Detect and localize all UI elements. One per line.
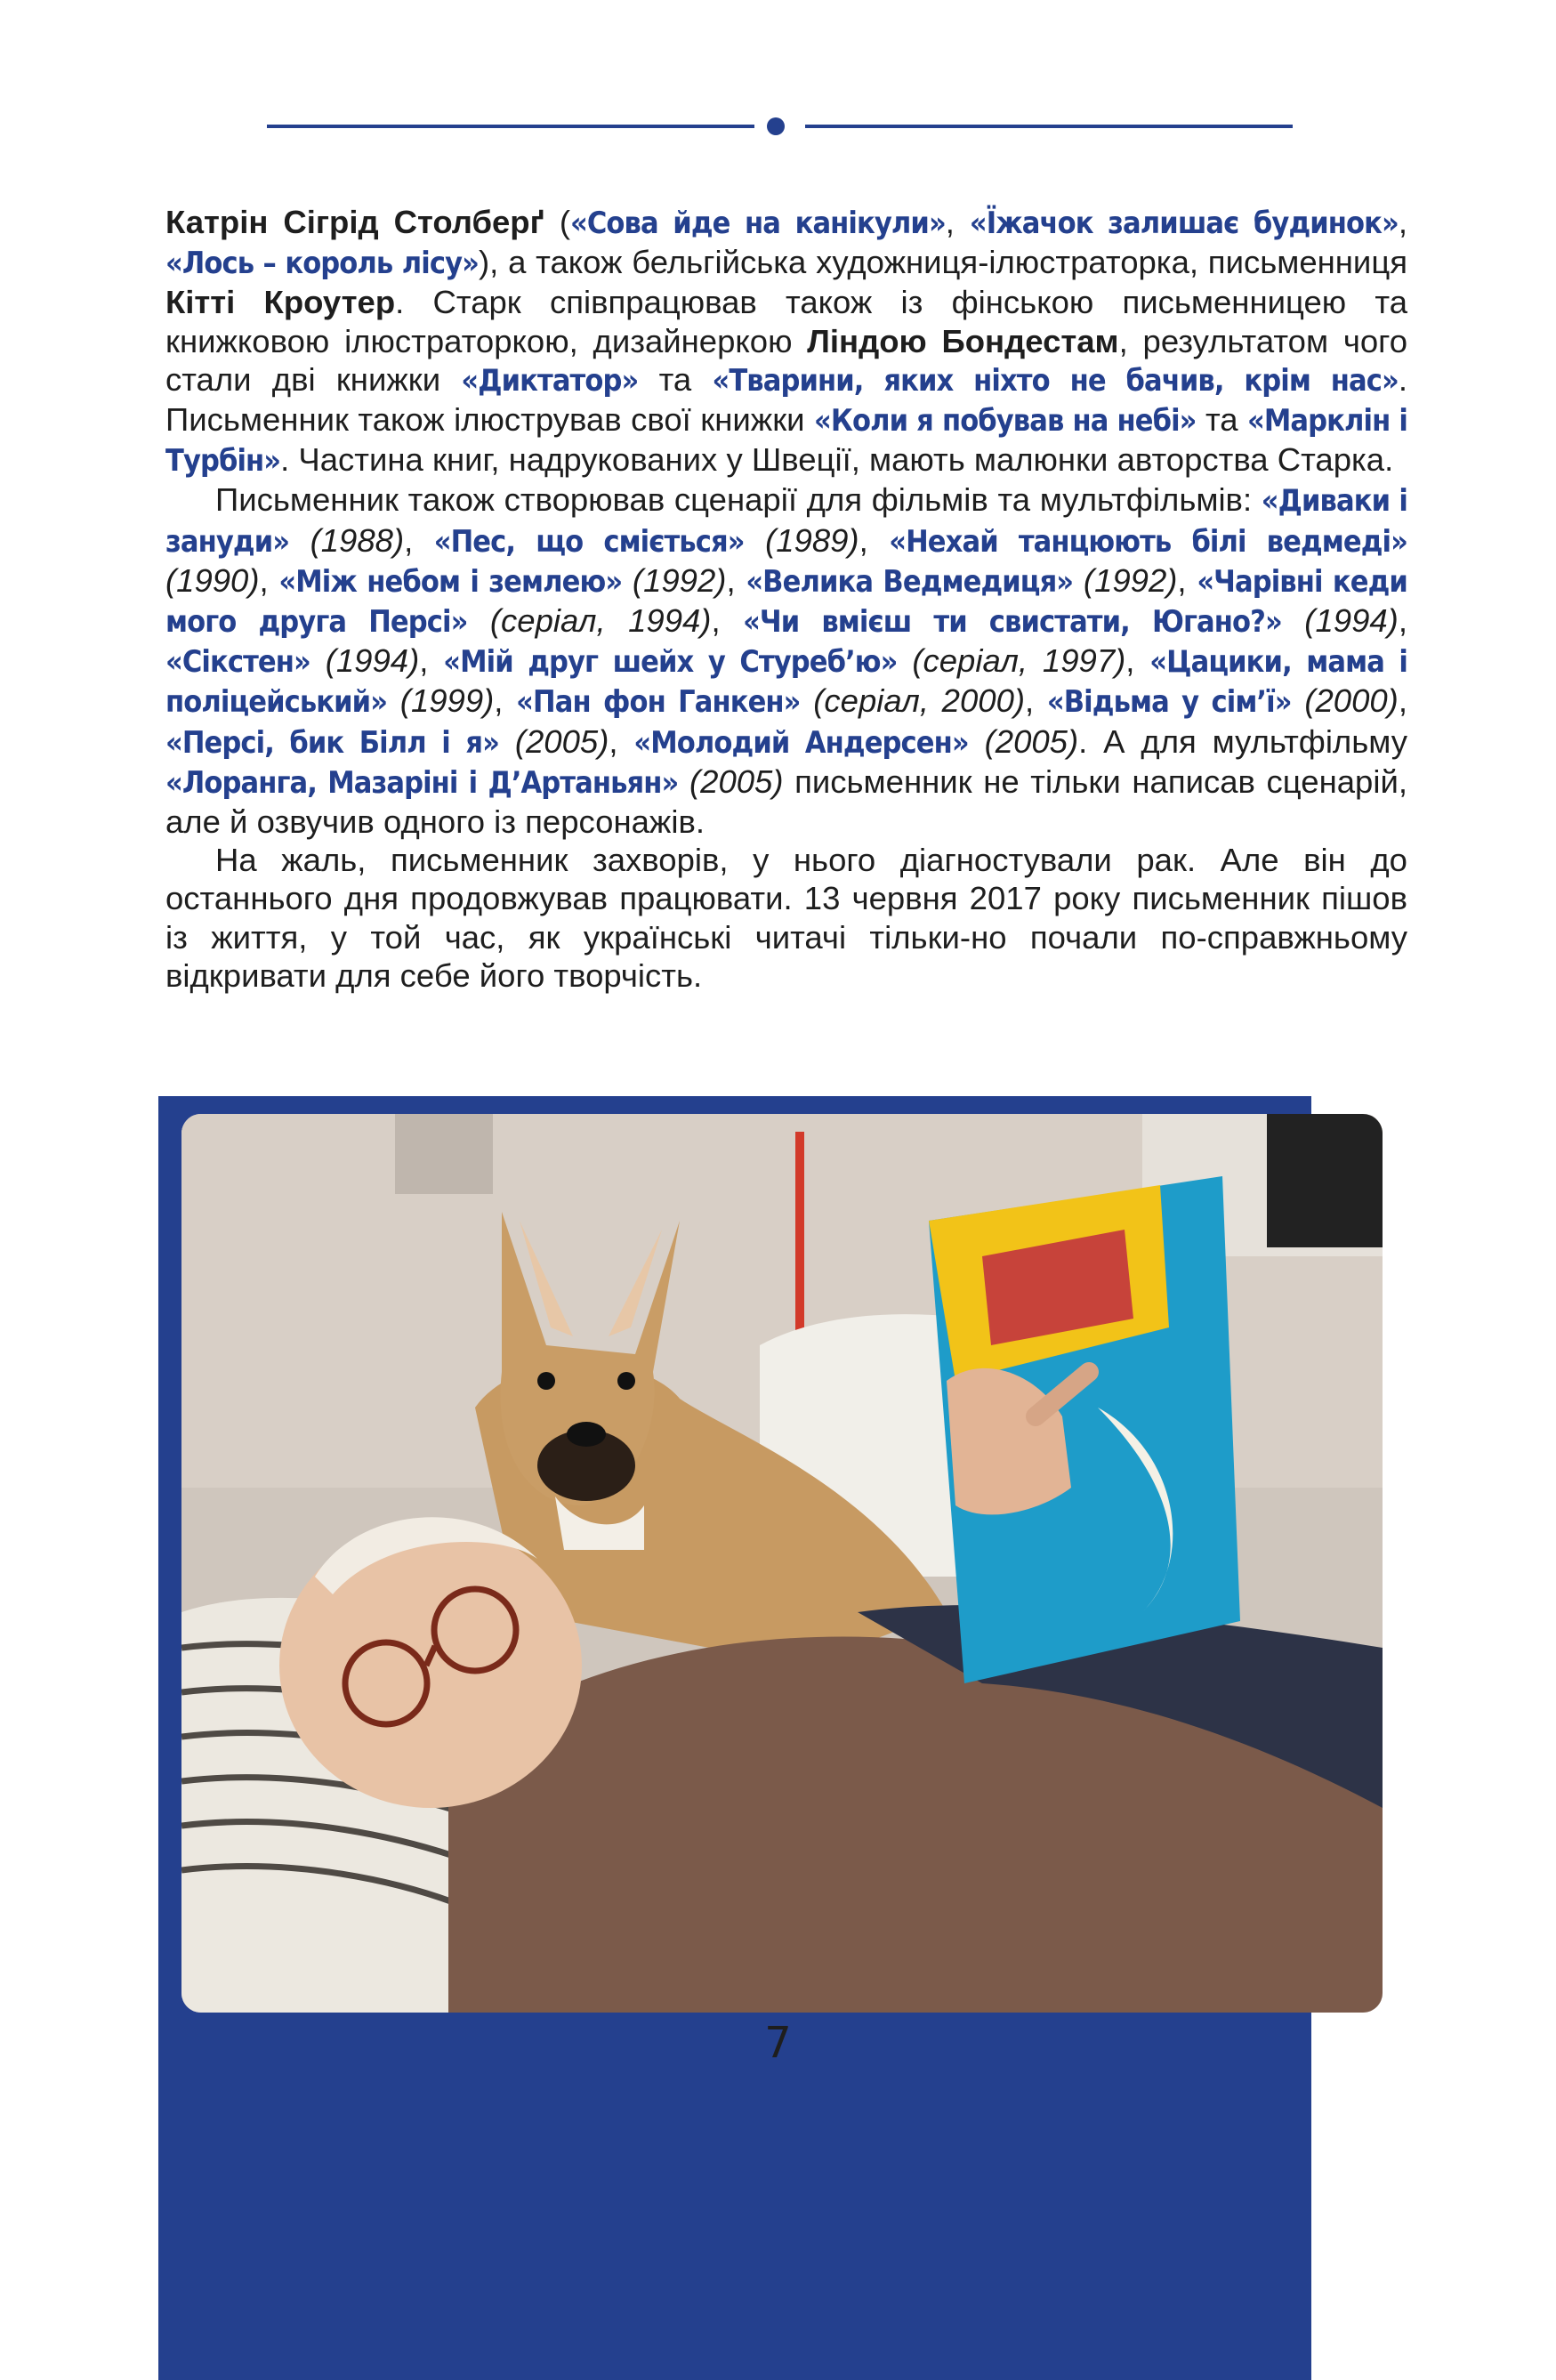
work-title: «Сова йде на канікули» — [570, 206, 946, 241]
paragraph — [165, 841, 1407, 995]
work-title: «Персі, бик Білл і я» — [165, 724, 499, 761]
text-run: . Письменник також ілюстрував свої книжки — [165, 360, 1407, 439]
text-run: , — [711, 602, 744, 640]
work-title: «Сікстен» — [165, 644, 310, 681]
text-run: , — [259, 561, 279, 599]
work-title: «Коли я побував на небі» — [814, 403, 1197, 440]
work-title: «Цацики, мама і поліцейський» — [165, 644, 1407, 721]
work-title: «Пан фон Ганкен» — [516, 684, 801, 721]
work-title: «Нехай танцюють білі ведмеді» — [889, 523, 1407, 560]
page-number: 7 — [764, 2018, 792, 2068]
work-title: «Велика Ведмедиця» — [746, 563, 1074, 600]
text-run: , — [859, 521, 890, 559]
text-run: , — [1125, 642, 1150, 680]
work-title: «Тварини, яких ніхто не бачив, крім нас» — [712, 362, 1399, 399]
text-run: , — [726, 561, 746, 599]
text-run: письменник не тільки написав сценарій, але й озвучив одного із персонажів. — [165, 762, 1407, 841]
work-title: «Між небом і землею» — [278, 563, 623, 600]
year-note: (серіал, 2000) — [800, 682, 1026, 720]
text-run: та — [638, 360, 713, 398]
year-note: (1994) — [1281, 602, 1399, 640]
text-run: , — [1398, 682, 1407, 720]
year-note: (2005) — [498, 722, 609, 760]
work-title: «Лоранга, Мазаріні і Д’Артаньян» — [165, 764, 679, 801]
year-note: (2000) — [1291, 682, 1399, 720]
year-note: (1992) — [1073, 561, 1178, 599]
text-run: ), а також бельгійська художниця-ілюстраторка, письменниця — [478, 244, 1407, 281]
photo-illustration — [181, 1114, 1383, 2013]
work-title: «Молодий Андерсен» — [633, 724, 969, 761]
body-text — [165, 203, 1407, 995]
work-title: «Чи вмієш ти свистати, Югано?» — [743, 604, 1282, 641]
person-name: Ліндою Бондестам — [807, 322, 1119, 359]
year-note: (2005) — [968, 722, 1079, 760]
paragraph — [165, 480, 1407, 841]
work-title: «Диваки і зануди» — [165, 483, 1407, 560]
text-run: Письменник також створював сценарії для фільмів та мультфільмів: — [215, 481, 1262, 519]
text-run: ( — [544, 204, 571, 240]
top-divider-left — [267, 125, 754, 128]
year-note: (1989) — [744, 521, 859, 559]
paragraph — [165, 203, 1407, 480]
top-divider-right — [805, 125, 1293, 128]
work-title: «Мій друг шейх у Стуреб’ю» — [443, 644, 898, 681]
work-title: «Пес, що сміється» — [433, 523, 745, 560]
work-title: «Лось – король лісу» — [165, 246, 479, 282]
text-run: . А для мультфільму — [1078, 722, 1407, 760]
text-run: , — [1398, 204, 1408, 240]
text-run: , — [404, 521, 434, 559]
year-note: (1990) — [165, 561, 260, 599]
text-run: , — [1177, 561, 1197, 599]
text-run: , — [419, 642, 444, 680]
text-run: , — [609, 722, 634, 760]
text-run: . Старк співпрацював також із фінською письменницею та книжковою ілюстраторкою, дизайнеркою — [165, 284, 1407, 359]
footer-divider-right — [819, 2049, 914, 2053]
text-run: та — [1196, 401, 1248, 439]
work-title: «Марклін і Турбін» — [165, 403, 1407, 480]
year-note: (2005) — [678, 762, 784, 800]
work-title: «Відьма у сім’ї» — [1046, 684, 1292, 721]
year-note: (1999) — [387, 682, 495, 720]
text-run: На жаль, письменник захворів, у нього діагностували рак. Але він до останнього дня продовжував працювати. 13 червня 2017 року письменник пішов із життя, у той час, як українські читачі тільки-но почали по-справжньому відкривати для себе його творчість. — [165, 842, 1407, 994]
year-note: (1988) — [289, 521, 405, 559]
work-title: «Чарівні кеди мого друга Персі» — [165, 563, 1407, 641]
text-run: , — [1398, 602, 1407, 640]
year-note: (серіал, 1994) — [467, 602, 712, 640]
person-name: Кітті Кроутер — [165, 284, 396, 321]
text-run: , результатом чого стали дві книжки — [165, 322, 1407, 398]
year-note: (1992) — [622, 561, 727, 599]
work-title: «Їжачок залишає будинок» — [969, 206, 1399, 241]
text-run: , — [945, 204, 970, 240]
year-note: (серіал, 1997) — [897, 642, 1126, 680]
top-divider-dot — [767, 117, 785, 135]
work-title: «Диктатор» — [461, 362, 639, 399]
year-note: (1994) — [310, 642, 420, 680]
text-run: . Частина книг, надрукованих у Швеції, мають малюнки авторства Старка. — [280, 441, 1394, 479]
text-run: , — [1025, 682, 1047, 720]
person-name: Катрін Сігрід Столберґ — [165, 204, 544, 240]
text-run: , — [494, 682, 517, 720]
photo-author-with-dog — [181, 1114, 1383, 2013]
